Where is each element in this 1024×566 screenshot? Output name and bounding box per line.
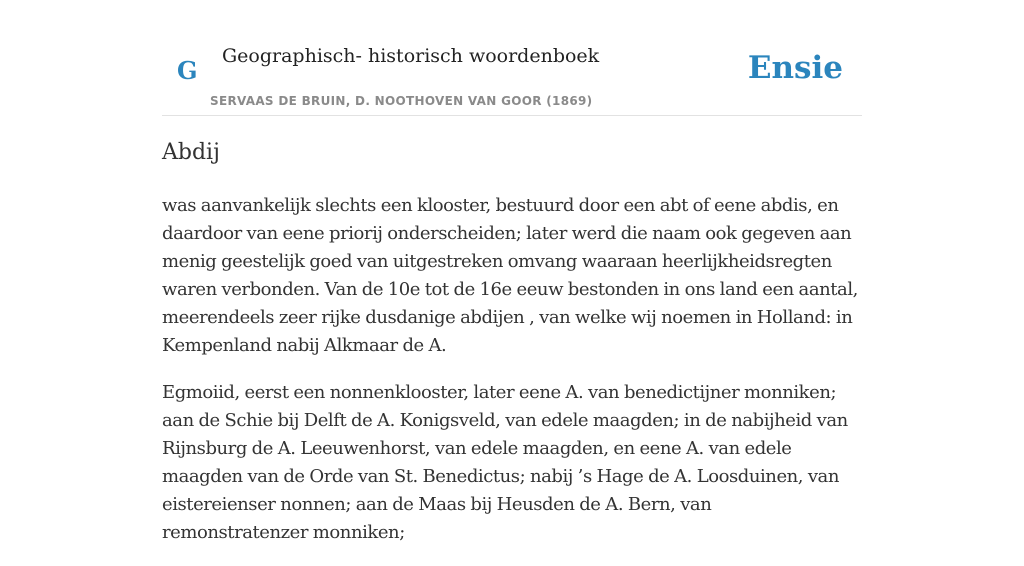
entry-paragraph: was aanvankelijk slechts een klooster, bestuurd door een abt of eene abdis, en daardoor van eene priorij onderscheiden; later werd die naam ook gegeven aan menig geestelijk goed van uitgestreken omvang waaraan heerlijkheidsregten waren verbonden. Van de 10e tot de 16e eeuw bestonden in ons land een aantal, meerendeels zeer rijke dusdanige abdijen , van welke wij noemen in Holland: in Kempenland nabij Alkmaar de A. xyxy=(162,195,858,356)
dictionary-authors: SERVAAS DE BRUIN, D. NOOTHOVEN VAN GOOR (1869) xyxy=(210,94,593,108)
dictionary-title: Geographisch- historisch woordenboek xyxy=(222,45,600,67)
dictionary-header xyxy=(162,40,862,116)
entry-headword: Abdij xyxy=(162,140,220,165)
entry-content xyxy=(162,192,862,566)
letter-index-link[interactable]: G xyxy=(177,56,198,85)
ensie-logo-link[interactable]: Ensie xyxy=(747,50,843,86)
entry-paragraph: Egmoiid, eerst een nonnenklooster, later eene A. van benedictijner monniken; aan de Schie bij Delft de A. Konigsveld, van edele maagden; in de nabijheid van Rijnsburg de A. Leeuwenhorst, van edele maagden, en eene A. van edele maagden van de Orde van St. Benedictus; nabij ’s Hage de A. Loosduinen, van eistereienser nonnen; aan de Maas bij Heusden de A. Bern, van remonstratenzer monniken; xyxy=(162,382,848,543)
